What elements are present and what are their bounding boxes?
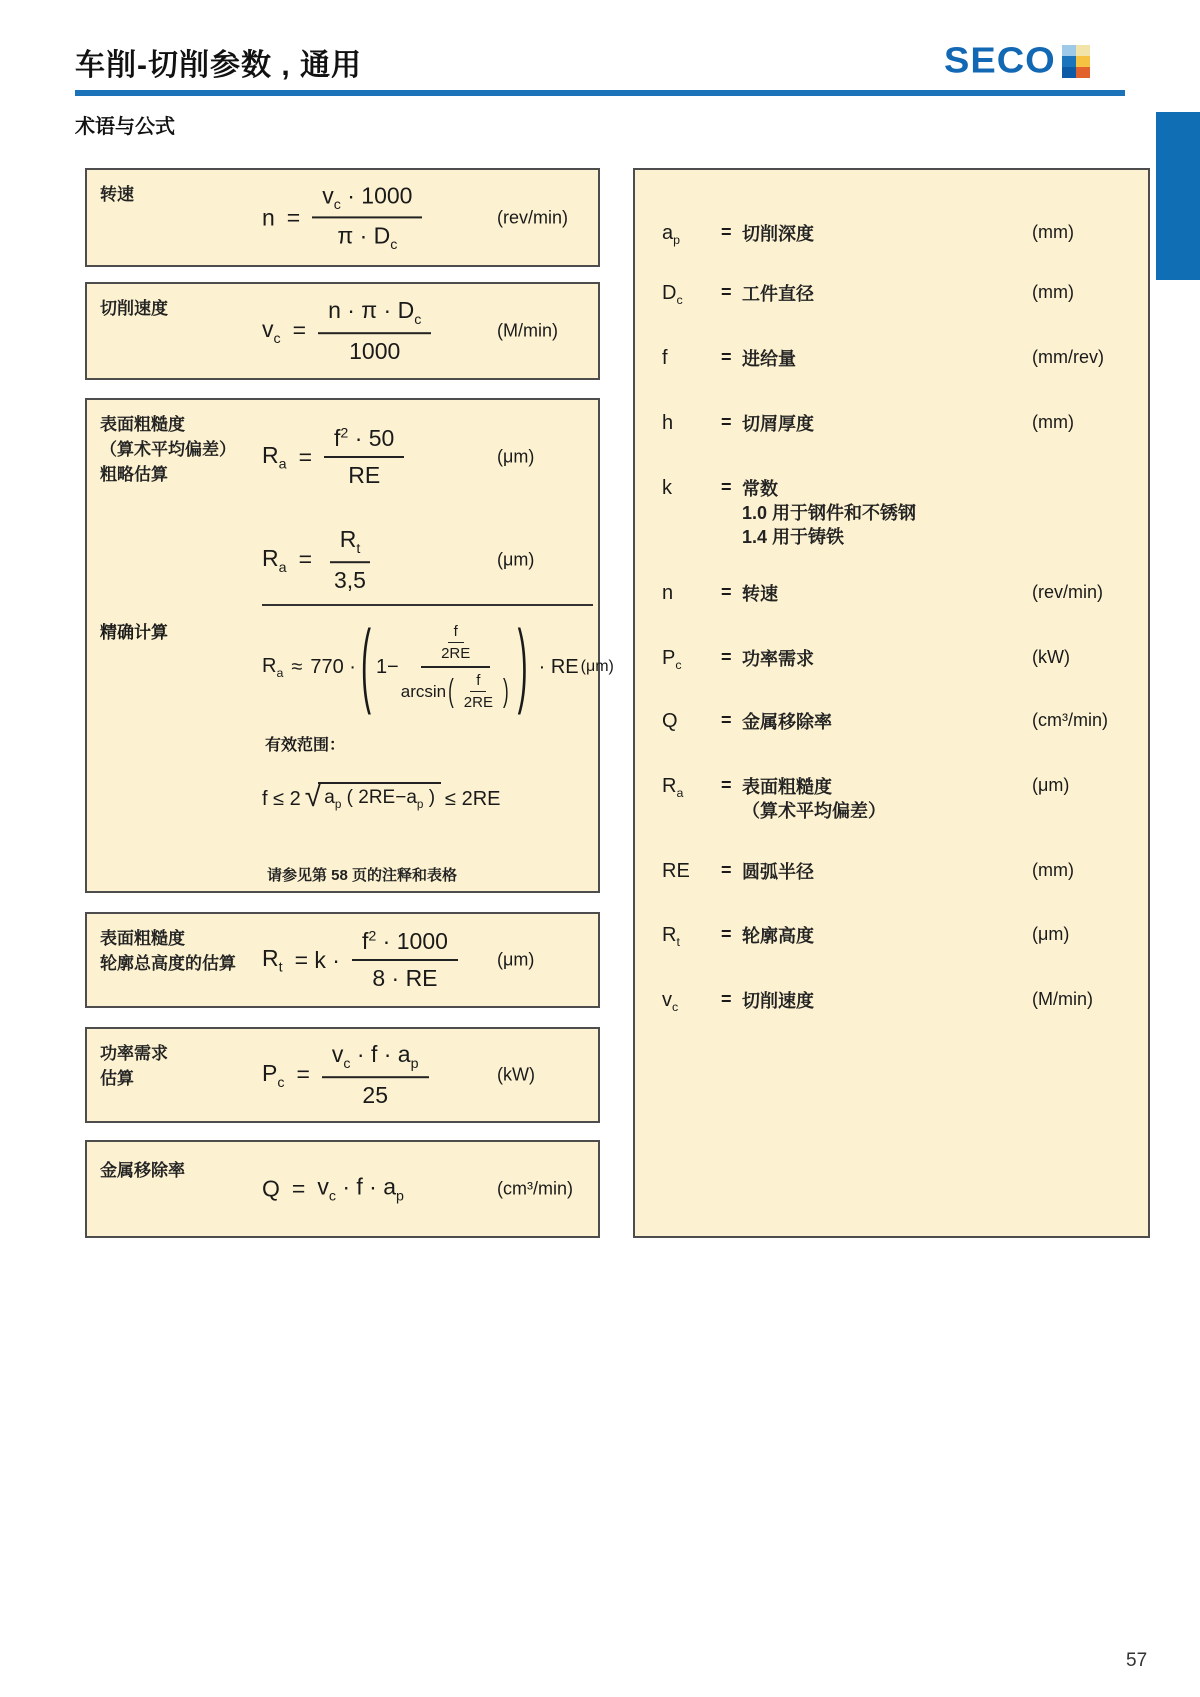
fraction-numerator: $n \cdot \pi \cdot D_c$ [318, 297, 431, 334]
equals-sign: = [721, 924, 732, 944]
symbol: k [662, 477, 672, 499]
fraction [352, 928, 458, 992]
formula-box-mrr [85, 1140, 600, 1238]
equals-sign: = [298, 546, 312, 573]
equals-sign: = [721, 989, 732, 1009]
seco-logo-text: SECO [944, 41, 1056, 81]
formula-unit: (μm) [497, 446, 535, 467]
radicand: $a_p$ ( $2RE-a_p$ ) [318, 782, 441, 811]
formula-speed [262, 182, 422, 253]
page-title: 车削-切削参数 , 通用 [75, 49, 362, 82]
symbol-description [742, 222, 1022, 246]
formula-mrr [262, 1174, 404, 1205]
desc-line1: 圆弧半径 [742, 862, 814, 882]
formula-unit: (μm) [497, 949, 535, 970]
radical-sign: √ [304, 779, 322, 813]
fraction-numerator: $f^2 \cdot 50$ [324, 425, 404, 458]
symbol: n [662, 582, 674, 604]
formula-unit: (M/min) [497, 320, 558, 341]
symbol-description [742, 860, 1022, 884]
box-label-line2: （算术平均偏差） [100, 440, 236, 459]
symbol-unit: (kW) [1032, 647, 1070, 667]
fraction [322, 1041, 429, 1109]
equals-sign: = [721, 710, 732, 730]
formula-box-profile-height [85, 912, 600, 1008]
formula-unit: (cm³/min) [497, 1178, 573, 1199]
equals-sign: = [721, 282, 732, 302]
box-label-line1: 功率需求 [100, 1044, 168, 1063]
coefficient: 770 · [310, 655, 356, 678]
formula-lhs: n [262, 204, 275, 230]
formula-tail: · RE [538, 655, 579, 678]
arcsin-label: arcsin [400, 681, 447, 701]
seco-logo [944, 41, 1090, 81]
desc-line2: （算术平均偏差） [742, 801, 886, 821]
inner-fraction-numerator: f [448, 623, 464, 643]
fraction-denominator: 8 · RE [372, 965, 438, 991]
desc-line1: 常数 [742, 479, 778, 499]
symbol-unit: (mm/rev) [1032, 347, 1104, 367]
fraction-numerator: $f^2 \cdot 1000$ [352, 928, 458, 961]
symbol-description [742, 647, 1022, 671]
valid-range-label: 有效范围： [265, 737, 346, 754]
fraction [324, 425, 404, 489]
symbol: $D_c$ [662, 282, 683, 307]
fraction-denominator: RE [348, 462, 381, 488]
equals-sign: = [286, 204, 301, 230]
symbol-description [742, 582, 1022, 606]
inner-fraction [435, 623, 476, 662]
formula-roughness-precise [262, 614, 614, 717]
symbol-legend-box [633, 168, 1150, 1238]
symbol-description [742, 989, 1022, 1013]
symbol-description [742, 347, 1022, 371]
symbol-description [742, 412, 1022, 436]
formula-power [262, 1041, 429, 1109]
inner-fraction-denominator: 2RE [441, 645, 471, 662]
arcsin-arg-fraction [458, 672, 499, 711]
outer-fraction-denominator [401, 668, 511, 711]
desc-line1: 转速 [742, 584, 778, 604]
page-number: 57 [1126, 1650, 1148, 1671]
symbol-unit: (rev/min) [1032, 582, 1103, 602]
equals-sign: = [296, 1061, 310, 1088]
arg-numerator: f [470, 672, 486, 692]
box-label [100, 1041, 168, 1091]
arg-denominator: 2RE [463, 694, 493, 711]
desc-line1: 切屑厚度 [742, 414, 814, 434]
box-label-line2: 轮廓总高度的估算 [100, 954, 236, 973]
formula-profile-height [262, 928, 458, 992]
box-label [100, 926, 236, 976]
desc-line3: 1.4 用于铸铁 [742, 527, 845, 547]
box-label: 金属移除率 [100, 1161, 185, 1180]
formula-cutting-speed [262, 297, 431, 365]
symbol-unit: (mm) [1032, 860, 1074, 880]
one-minus: 1− [375, 655, 399, 678]
symbol: $v_c$ [662, 989, 679, 1014]
desc-line1: 工件直径 [742, 284, 814, 304]
formula-unit: (rev/min) [497, 207, 568, 227]
equals-sign: = [721, 647, 732, 667]
equals-sign: = k · [294, 946, 340, 973]
fraction-denominator: 3,5 [334, 566, 366, 593]
fraction-denominator: 1000 [349, 337, 401, 364]
fraction [324, 526, 376, 594]
symbol: f [662, 347, 668, 369]
seco-cube-icon [1062, 45, 1090, 78]
outer-fraction [401, 623, 511, 711]
approx-sign: ≈ [291, 655, 303, 678]
symbol-description [742, 710, 1022, 734]
symbol-unit: (mm) [1032, 282, 1074, 302]
fraction-denominator: $\pi \cdot D_c$ [337, 222, 398, 254]
box-label-line1: 表面粗糙度 [100, 415, 185, 434]
page-edge-tab [1156, 112, 1200, 280]
symbol: h [662, 412, 674, 434]
formula-roughness-rough1 [262, 425, 404, 489]
desc-line1: 切削深度 [742, 224, 814, 244]
symbol: RE [662, 860, 690, 882]
symbol: $R_t$ [662, 924, 680, 949]
symbol-unit: (cm³/min) [1032, 710, 1108, 730]
formula-lhs: $P_c$ [262, 1059, 285, 1091]
section-divider [262, 604, 593, 606]
desc-line1: 切削速度 [742, 991, 814, 1011]
symbol-unit: (M/min) [1032, 989, 1093, 1009]
symbol-unit: (mm) [1032, 412, 1074, 432]
box-label-line1: 表面粗糙度 [100, 929, 185, 948]
desc-line2: 1.0 用于钢件和不锈钢 [742, 503, 917, 523]
valid-range-formula [262, 779, 501, 813]
precise-label: 精确计算 [100, 623, 168, 642]
symbol: $R_a$ [662, 775, 684, 800]
formula-lhs: $R_t$ [262, 944, 283, 976]
header-rule [75, 90, 1125, 96]
equals-sign: = [292, 317, 307, 344]
symbol-description [742, 282, 1022, 306]
box-label-line3: 粗略估算 [100, 465, 168, 484]
formula-lhs: $v_c$ [262, 315, 281, 347]
square-root [304, 779, 441, 813]
formula-lhs: $R_a$ [262, 441, 287, 473]
fraction-numerator: $v_c \cdot f \cdot a_p$ [322, 1041, 429, 1078]
symbol-description [742, 775, 1022, 823]
formula-unit: (μm) [580, 658, 614, 675]
equals-sign: = [721, 582, 732, 602]
formula-lhs: $R_a$ [262, 654, 284, 680]
close-paren: ) [502, 672, 509, 709]
desc-line1: 表面粗糙度 [742, 777, 832, 797]
formula-roughness-rough2 [262, 526, 376, 594]
symbol-unit: (μm) [1032, 924, 1070, 944]
outer-fraction-numerator [421, 623, 490, 668]
formula-expression: $v_c \cdot f \cdot a_p$ [317, 1173, 404, 1205]
formula-box-power [85, 1027, 600, 1123]
box-label: 转速 [100, 185, 134, 204]
formula-lhs: $R_a$ [262, 544, 287, 576]
open-paren: ( [360, 614, 371, 717]
fraction [312, 182, 422, 253]
equals-sign: = [721, 775, 732, 795]
desc-line1: 轮廓高度 [742, 926, 814, 946]
open-paren: ( [448, 672, 454, 709]
fraction-numerator: $v_c \cdot 1000$ [312, 182, 422, 219]
formula-lhs: Q [262, 1175, 280, 1202]
equals-sign: = [721, 412, 732, 432]
formula-box-speed [85, 168, 600, 267]
desc-line1: 进给量 [742, 349, 796, 369]
range-post: ≤ 2RE [445, 787, 501, 810]
symbol-description [742, 924, 1022, 948]
symbol: $a_p$ [662, 222, 681, 247]
equals-sign: = [721, 222, 732, 242]
range-pre: f ≤ 2 [262, 787, 301, 810]
box-label: 切削速度 [100, 299, 168, 318]
box-label [100, 412, 236, 487]
fraction [318, 297, 431, 365]
box-label-line2: 估算 [100, 1069, 134, 1088]
desc-line1: 金属移除率 [742, 712, 832, 732]
fraction-numerator: $R_t$ [330, 526, 371, 563]
formula-box-surface-roughness [85, 398, 614, 893]
desc-line1: 功率需求 [742, 649, 814, 669]
close-paren: ) [517, 614, 528, 717]
equals-sign: = [721, 860, 732, 880]
symbol: Q [662, 710, 678, 732]
see-page-note: 请参见第 58 页的注释和表格 [267, 867, 458, 884]
formula-box-cutting-speed [85, 282, 600, 380]
equals-sign: = [291, 1175, 306, 1202]
formula-unit: (kW) [497, 1064, 535, 1085]
section-title: 术语与公式 [75, 116, 175, 138]
fraction-denominator: 25 [362, 1081, 389, 1108]
symbol-description [742, 477, 1022, 549]
symbol-unit: (mm) [1032, 222, 1074, 242]
formula-unit: (μm) [497, 549, 535, 570]
symbol: $P_c$ [662, 647, 682, 672]
equals-sign: = [721, 477, 732, 497]
symbol-unit: (μm) [1032, 775, 1070, 795]
equals-sign: = [298, 443, 312, 470]
equals-sign: = [721, 347, 732, 367]
